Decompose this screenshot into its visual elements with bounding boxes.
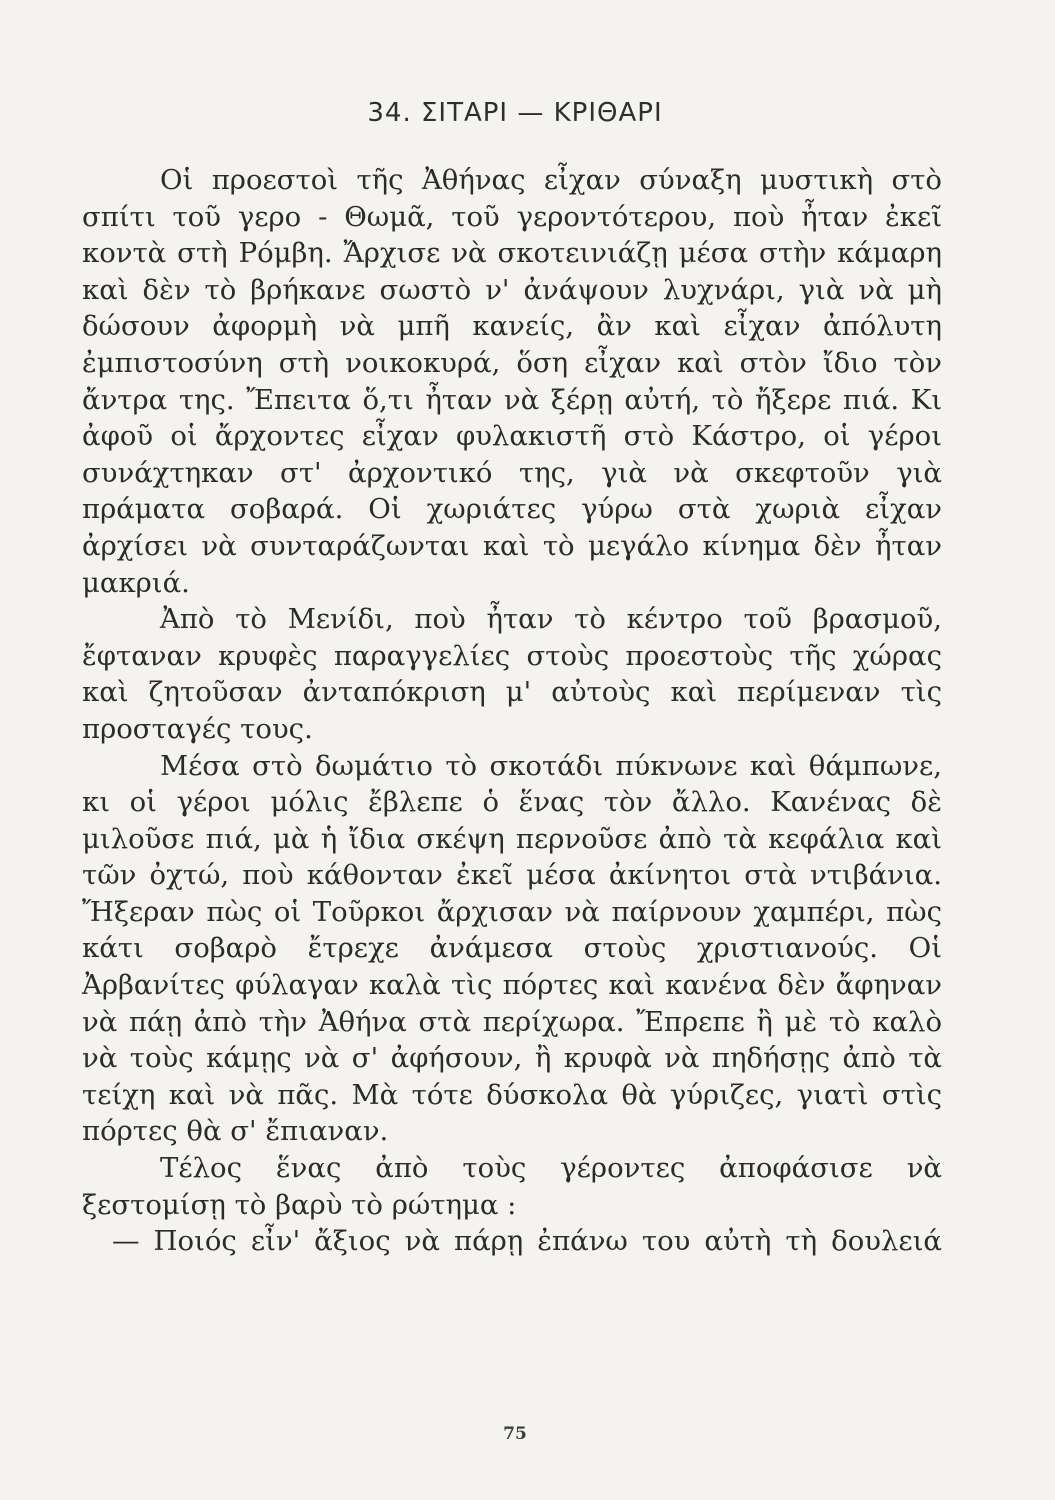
page-number: 75	[503, 1424, 527, 1444]
paragraph-4: Τέλος ἕνας ἀπὸ τοὺς γέροντες ἀποφάσισε νὰ ξεστομίσῃ τὸ βαρὺ τὸ ρώτημα :	[82, 1152, 942, 1221]
paragraph-2: Ἀπὸ τὸ Μενίδι, ποὺ ἦταν τὸ κέντρο τοῦ βρασμοῦ, ἔφταναν κρυφὲς παραγγελίες στοὺς προεστοὺς τῆς χώρας καὶ ζητοῦσαν ἀνταπόκριση μ' αὐτοὺς καὶ περίμεναν τὶς προσταγές τους.	[82, 603, 942, 745]
paragraph-1: Οἱ προεστοὶ τῆς Ἀθήνας εἶχαν σύναξη μυστικὴ στὸ σπίτι τοῦ γερο - Θωμᾶ, τοῦ γεροντότερου, ποὺ ἦταν ἐκεῖ κοντὰ στὴ Ρόμβη. Ἄρχισε νὰ σκοτεινιάζῃ μέσα στὴν κάμαρη καὶ δὲν τὸ βρήκανε σωστὸ ν' ἀνάψουν λυχνάρι, γιὰ νὰ μὴ δώσουν ἀφορμὴ νὰ μπῆ κανείς, ἂν καὶ εἶχαν ἀπόλυτη ἐμπιστοσύνη στὴ νοικοκυρά, ὅση εἶχαν καὶ στὸν ἴδιο τὸν ἄντρα της. Ἔπειτα ὅ,τι ἦταν νὰ ξέρῃ αὐτή, τὸ ἤξερε πιά. Κι ἀφοῦ οἱ ἄρχοντες εἶχαν φυλακιστῆ στὸ Κάστρο, οἱ γέροι συνάχτηκαν στ' ἀρχοντικό της, γιὰ νὰ σκεφτοῦν γιὰ πράματα σοβαρά. Οἱ χωριάτες γύρω στὰ χωριὰ εἶχαν ἀρχίσει νὰ συνταράζωνται καὶ τὸ μεγάλο κίνημα δὲν ἦταν μακριά.	[82, 164, 942, 599]
paragraph-5-dialogue: — Ποιός εἶν' ἄξιος νὰ πάρῃ ἐπάνω του αὐτὴ τὴ δουλειά	[112, 1225, 942, 1258]
body-text	[82, 162, 942, 1260]
paragraph-3: Μέσα στὸ δωμάτιο τὸ σκοτάδι πύκνωνε καὶ θάμπωνε, κι οἱ γέροι μόλις ἔβλεπε ὁ ἕνας τὸν ἄλλο. Κανένας δὲ μιλοῦσε πιά, μὰ ἡ ἴδια σκέψη περνοῦσε ἀπὸ τὰ κεφάλια καὶ τῶν ὀχτώ, ποὺ κάθονταν ἐκεῖ μέσα ἀκίνητοι στὰ ντιβάνια. Ἤξεραν πὼς οἱ Τοῦρκοι ἄρχισαν νὰ παίρνουν χαμπέρι, πὼς κάτι σοβαρὸ ἔτρεχε ἀνάμεσα στοὺς χριστιανούς. Οἱ Ἀρβανίτες φύλαγαν καλὰ τὶς πόρτες καὶ κανένα δὲν ἄφηναν νὰ πάῃ ἀπὸ τὴν Ἀθήνα στὰ περίχωρα. Ἔπρεπε ἢ μὲ τὸ καλὸ νὰ τοὺς κάμῃς νὰ σ' ἀφήσουν, ἢ κρυφὰ νὰ πηδήσῃς ἀπὸ τὰ τείχη καὶ νὰ πᾶς. Μὰ τότε δύσκολα θὰ γύριζες, γιατὶ στὶς πόρτες θὰ σ' ἔπιαναν.	[82, 749, 942, 1148]
chapter-title: 34. ΣΙΤΑΡΙ — ΚΡΙΘΑΡΙ	[367, 98, 663, 128]
